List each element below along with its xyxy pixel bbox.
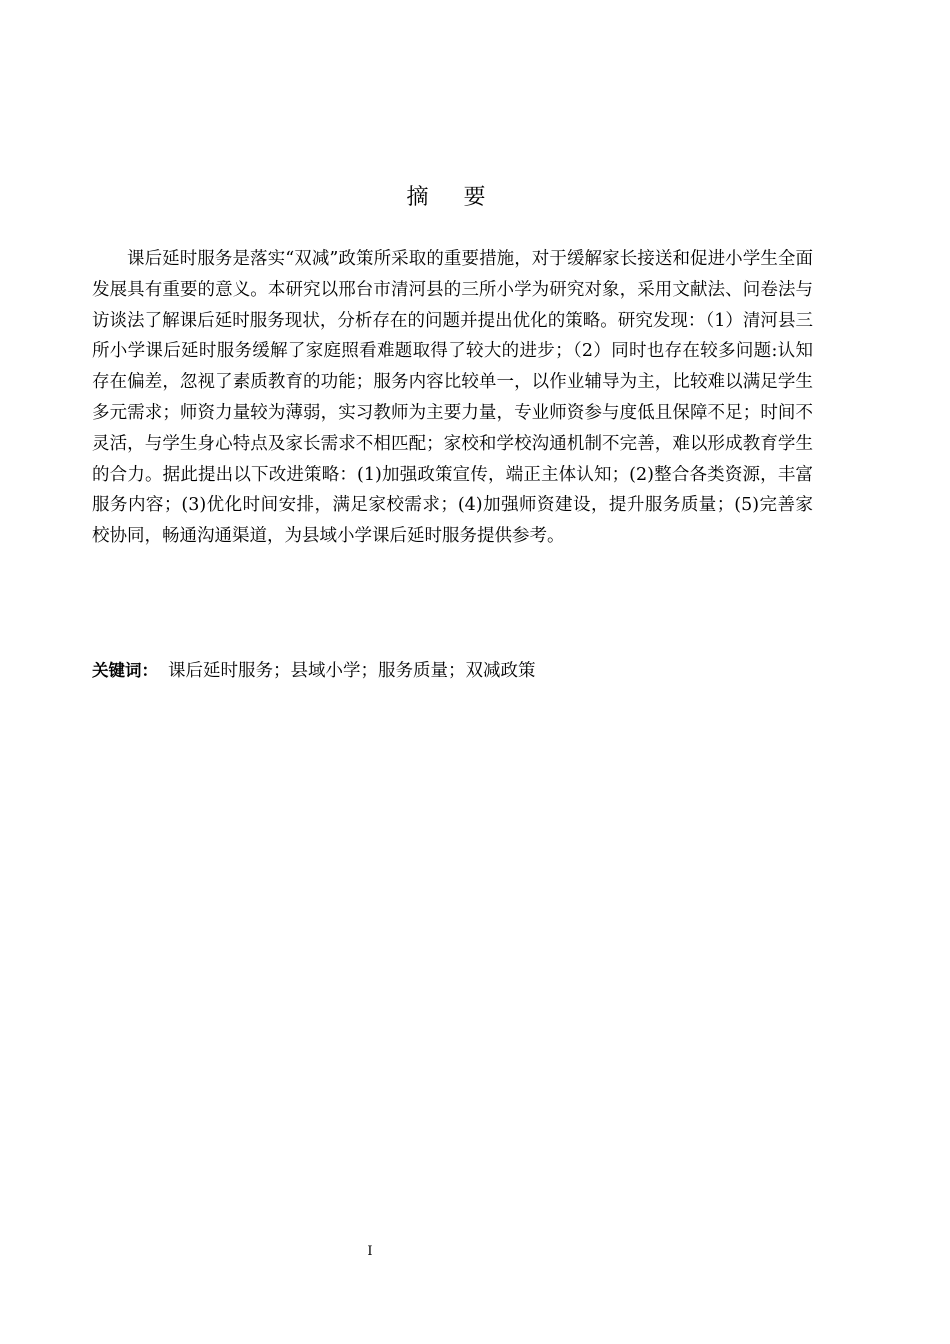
abstract-body: 课后延时服务是落实“双减”政策所采取的重要措施，对于缓解家长接送和促进小学生全面发展具有重要的意义。本研究以邢台市清河县的三所小学为研究对象，采用文献法、问卷法与访谈法了解课后延时服务现状，分析存在的问题并提出优化的策略。研究发现：（1）清河县三所小学课后延时服务缓解了家庭照看难题取得了较大的进步；（2）同时也存在较多问题:认知存在偏差，忽视了素质教育的功能；服务内容比较单一，以作业辅导为主，比较难以满足学生多元需求；师资力量较为薄弱，实习教师为主要力量，专业师资参与度低且保障不足；时间不灵活，与学生身心特点及家长需求不相匹配；家校和学校沟通机制不完善，难以形成教育学生的合力。据此提出以下改进策略：(1)加强政策宣传，端正主体认知；(2)整合各类资源，丰富服务内容；(3)优化时间安排，满足家校需求；(4)加强师资建设，提升服务质量；(5)完善家校协同，畅通沟通渠道，为县域小学课后延时服务提供参考。 [92, 249, 813, 547]
page-number: I [367, 1244, 373, 1259]
keywords-label: 关键词： [92, 661, 158, 680]
keywords-text: 课后延时服务；县域小学；服务质量；双减政策 [168, 661, 536, 681]
abstract-title: 摘 要 [406, 185, 500, 210]
keywords-line [92, 656, 813, 686]
